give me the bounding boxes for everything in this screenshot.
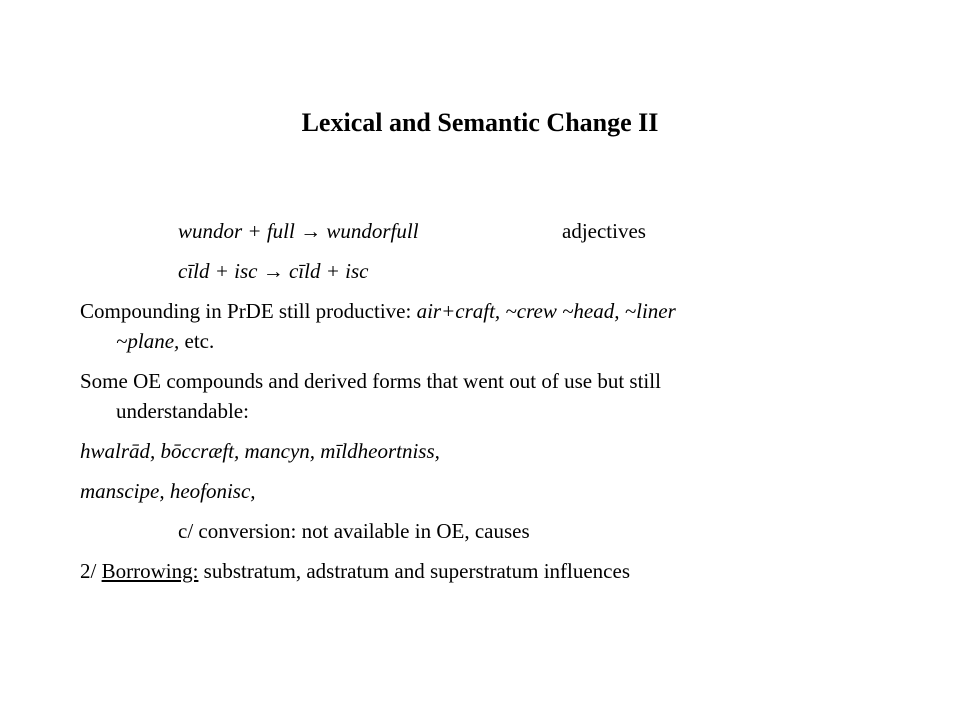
oe-compounds-line-cont (116, 396, 249, 426)
compounding-etc: etc. (179, 329, 215, 353)
borrowing-heading: Borrowing: (101, 559, 199, 583)
borrowing-text: substratum, adstratum and superstratum influences (198, 559, 630, 583)
borrowing-number: 2/ (80, 559, 102, 583)
compounding-line (80, 296, 676, 326)
compounding-line-cont (116, 326, 214, 356)
conversion-line (178, 516, 530, 546)
oe-compounds-line (80, 366, 661, 396)
slide-title: Lexical and Semantic Change II (301, 108, 659, 137)
oe-compounds-text: Some OE compounds and derived forms that went out of use but still (80, 369, 661, 393)
example-wundorfull: wundor + full → wundorfull (178, 219, 419, 243)
adjectives-label: adjectives (562, 219, 646, 243)
oe-examples-line-2 (80, 476, 256, 506)
example-line-wundorfull (178, 216, 419, 246)
oe-examples-2: manscipe, heofonisc, (80, 479, 256, 503)
oe-compounds-text-cont: understandable: (116, 399, 249, 423)
compounding-examples: air+craft, ~crew ~head, ~liner (416, 299, 676, 323)
compounding-example-plane: ~plane, (116, 329, 180, 353)
label-adjectives (562, 216, 646, 246)
borrowing-line (80, 556, 630, 586)
example-cild-isc: cīld + isc → cīld + isc (178, 259, 369, 283)
example-line-cild (178, 256, 368, 286)
oe-examples-1: hwalrād, bōccræft, mancyn, mīldheortniss, (80, 439, 440, 463)
compounding-text: Compounding in PrDE still productive: (80, 299, 417, 323)
conversion-text: c/ conversion: not available in OE, causes (178, 519, 530, 543)
oe-examples-line-1 (80, 436, 440, 466)
